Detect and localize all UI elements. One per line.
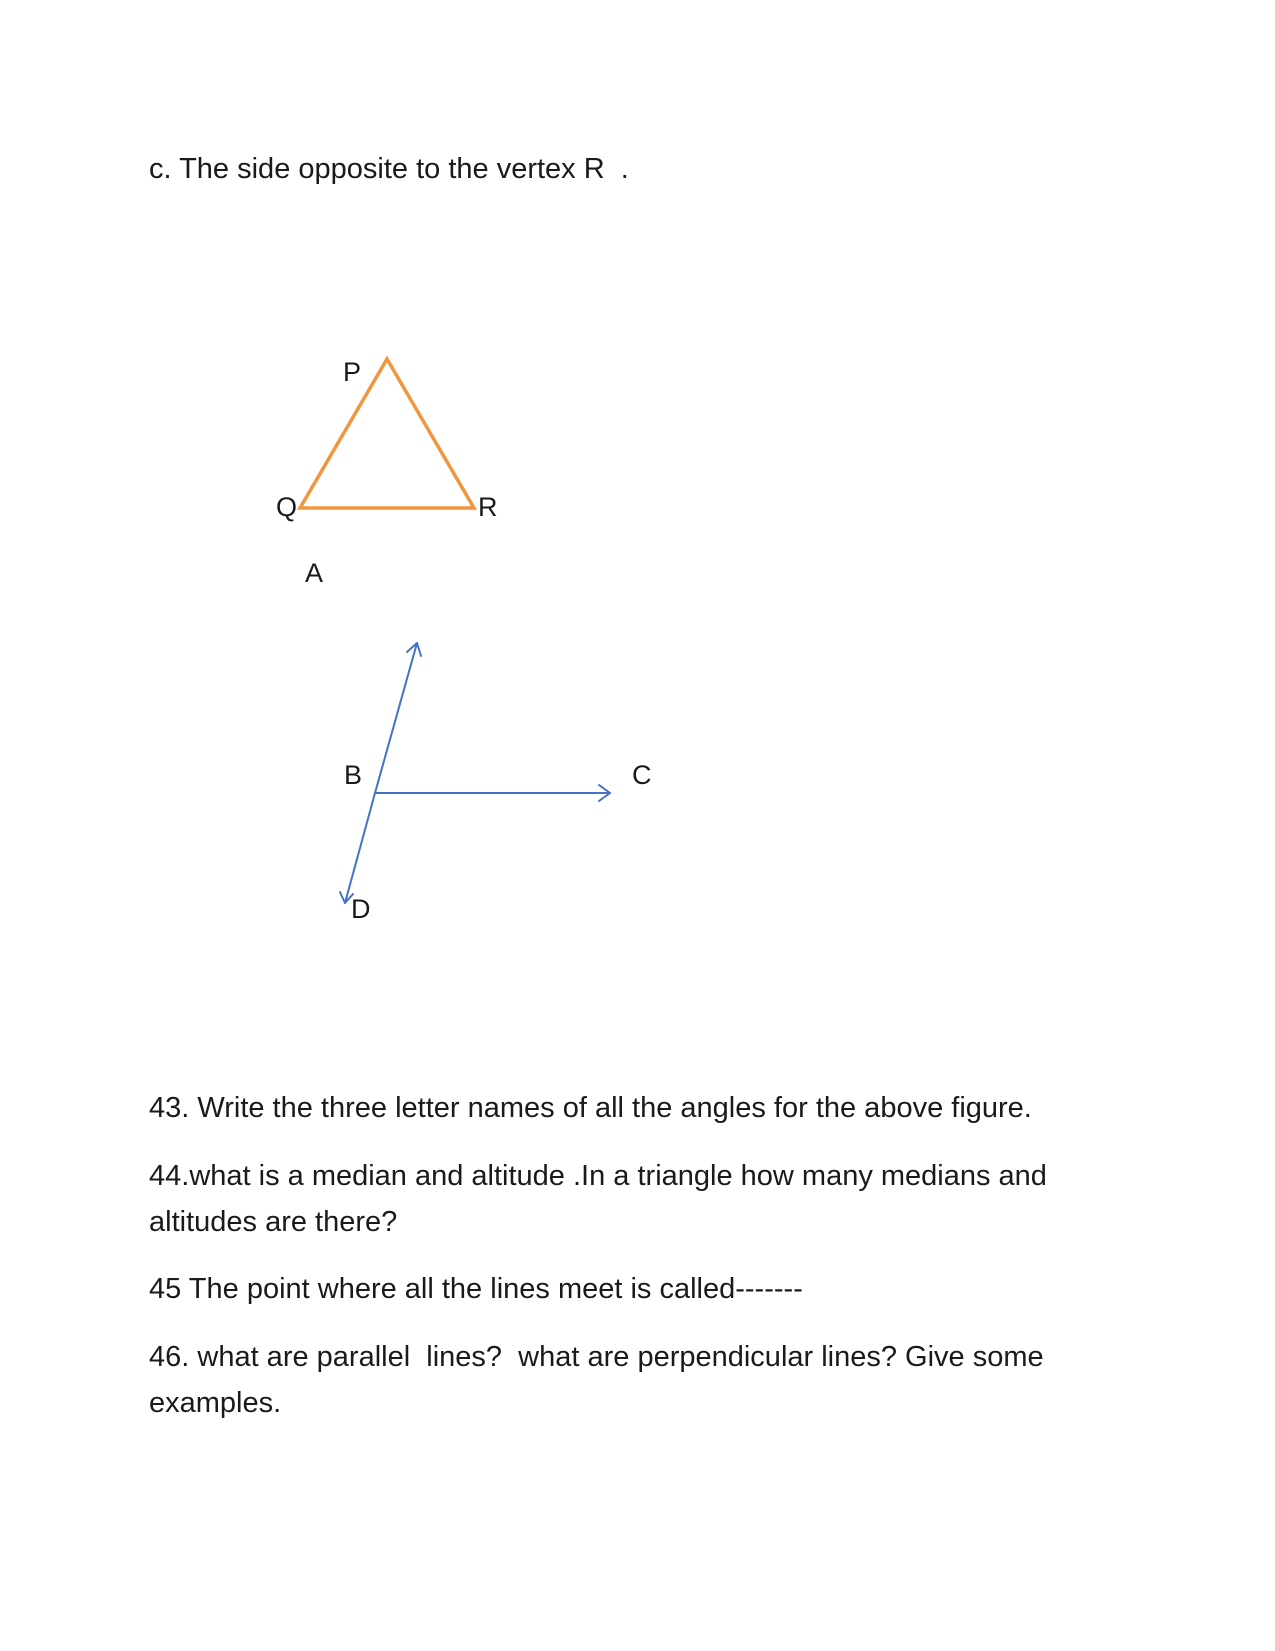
question-44: 44.what is a median and altitude .In a triangle how many medians and altitudes are there? [149,1160,1056,1238]
question-46: 46. what are parallel lines? what are perpendicular lines? Give some examples. [149,1341,1052,1419]
vertex-label-r: R [478,492,498,522]
question-45: 45 The point where all the lines meet is called------- [149,1273,803,1305]
vertex-label-q: Q [276,492,298,522]
question-c-text: c. The side opposite to the vertex R . [149,153,629,185]
point-label-d: D [351,894,371,924]
point-label-b: B [344,760,363,790]
figure-caption-a: A [305,558,324,588]
question-43: 43. Write the three letter names of all the angles for the above figure. [149,1092,1032,1124]
ray-b-d [345,793,375,903]
ray-b-up [375,643,417,793]
angle-rays [340,643,610,903]
triangle-pqr [300,359,474,508]
point-label-c: C [632,760,652,790]
vertex-label-p: P [343,357,362,387]
